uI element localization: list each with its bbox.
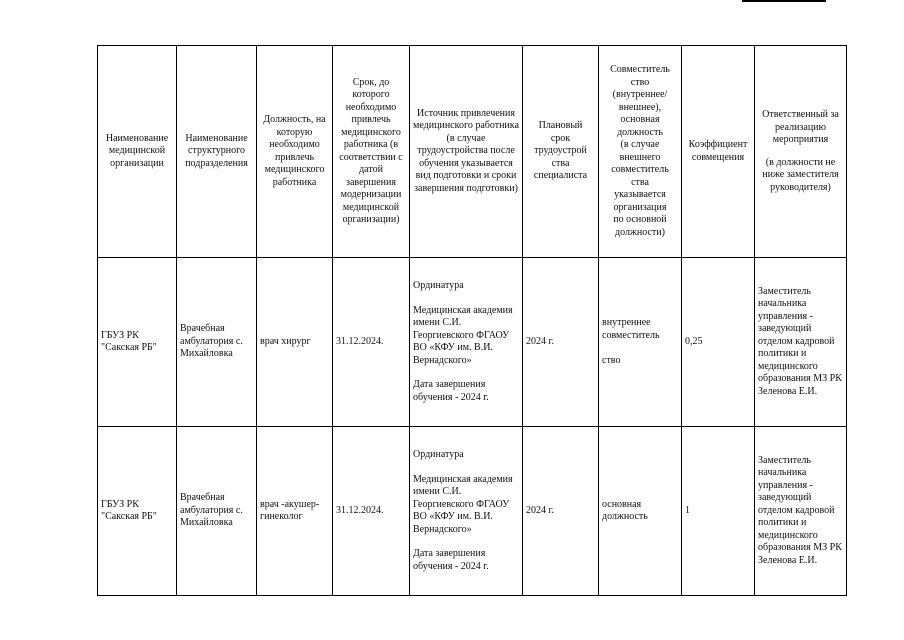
cell-deadline: 31.12.2024. [333,427,410,596]
header-combination: Совместитель ство (внутреннее/ внешнее), основная должность (в случае внешнего совместитель ства указывается организация по основной должности) [599,46,682,258]
cell-org: ГБУЗ РК "Сакская РБ" [98,427,177,596]
cell-org: ГБУЗ РК "Сакская РБ" [98,258,177,427]
cell-coef: 1 [682,427,755,596]
source-end: Дата завершения обучения - 2024 г. [413,379,489,403]
header-source: Источник привлечения медицинского работника (в случае трудоустройства после обучения указывается вид подготовки и сроки завершения подготовки) [410,46,523,258]
source-type: Ординатура [413,449,464,460]
header-responsible-note: (в должности не ниже заместителя руководителя) [762,156,839,193]
header-planned: Плановый срок трудоустрой ства специалиста [523,46,599,258]
cell-combination: основная должность [599,427,682,596]
header-org: Наименование медицинской организации [98,46,177,258]
table-header-row [98,46,847,258]
cell-combination: внутреннее совместитель ство [599,258,682,427]
top-rule [742,0,826,2]
cell-planned: 2024 г. [523,427,599,596]
cell-responsible: Заместитель начальника управления - заведующий отделом кадровой политики и медицинского образования МЗ РК Зеленова Е.И. [755,427,847,596]
source-org: Медицинская академия имени С.И. Георгиевского ФГАОУ ВО «КФУ им. В.И. Вернадского» [413,304,513,366]
header-responsible [755,46,847,258]
header-coef: Коэффициент совмещения [682,46,755,258]
table-row [98,258,847,427]
cell-source [410,427,523,596]
header-deadline: Срок, до которого необходимо привлечь медицинского работника (в соответствии с датой завершения модернизации медицинской организации) [333,46,410,258]
source-org: Медицинская академия имени С.И. Георгиевского ФГАОУ ВО «КФУ им. В.И. Вернадского» [413,473,513,535]
table-row [98,427,847,596]
cell-unit: Врачебная амбулатория с. Михайловка [177,427,257,596]
cell-coef: 0,25 [682,258,755,427]
cell-responsible: Заместитель начальника управления - заведующий отделом кадровой политики и медицинского образования МЗ РК Зеленова Е.И. [755,258,847,427]
header-responsible-title: Ответственный за реализацию мероприятия [762,109,839,145]
source-end: Дата завершения обучения - 2024 г. [413,548,489,572]
staffing-table [97,45,847,596]
cell-planned: 2024 г. [523,258,599,427]
header-unit: Наименование структурного подразделения [177,46,257,258]
cell-unit: Врачебная амбулатория с. Михайловка [177,258,257,427]
cell-position: врач хирург [257,258,333,427]
cell-deadline: 31.12.2024. [333,258,410,427]
cell-source [410,258,523,427]
header-position: Должность, на которую необходимо привлечь медицинского работника [257,46,333,258]
cell-position: врач -акушер-гинеколог [257,427,333,596]
source-type: Ординатура [413,280,464,291]
